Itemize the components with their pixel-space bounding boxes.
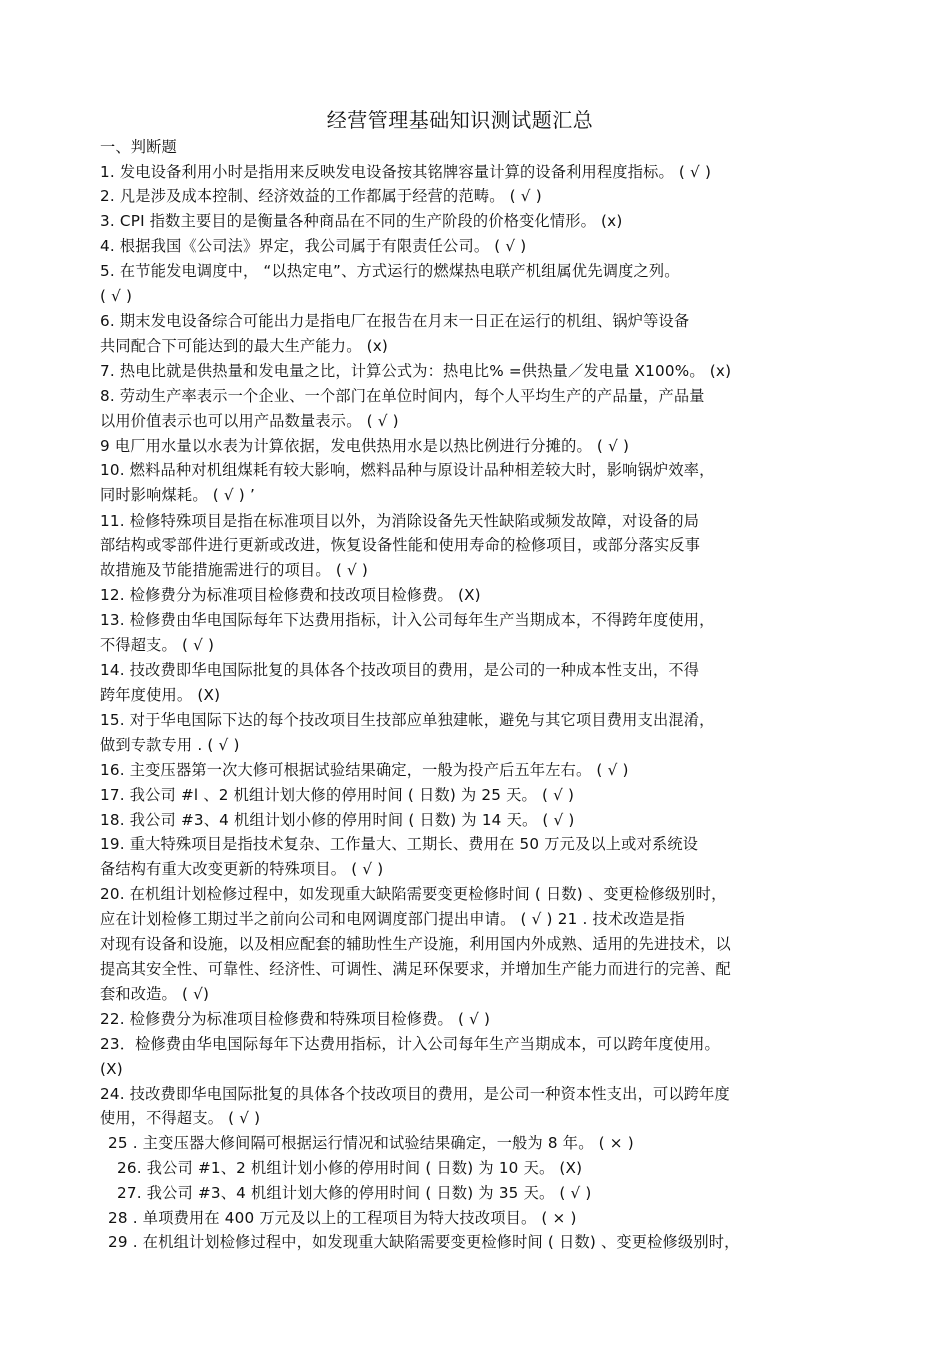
question-line: 同时影响煤耗。 ( √ ) ’ [100, 486, 255, 504]
question-line: 部结构或零部件进行更新或改进，恢复设备性能和使用寿命的检修项目，或部分落实反事 [100, 536, 701, 554]
question-line: 对现有设备和设施，以及相应配套的辅助性生产设施，利用国内外成熟、适用的先进技术，以 [100, 935, 731, 953]
section-heading: 一、判断题 [100, 138, 177, 156]
question-line: 11. 检修特殊项目是指在标准项目以外，为消除设备先天性缺陷或频发故障，对设备的局 [100, 512, 700, 530]
question-line: 9 电厂用水量以水表为计算依据，发电供热用水是以热比例进行分摊的。 ( √ ) [100, 437, 630, 455]
question-line: 跨年度使用。 (X) [100, 686, 221, 704]
question-line: 备结构有重大改变更新的特殊项目。 ( √ ) [100, 860, 384, 878]
question-line: 10. 燃料品种对机组煤耗有较大影响，燃料品种与原设计品种相差较大时，影响锅炉效率， [100, 461, 715, 479]
question-line: 26. 我公司 #1、2 机组计划小修的停用时间 ( 日数) 为 10 天。 (X) [117, 1159, 583, 1177]
question-line: 以用价值表示也可以用产品数量表示。 ( √ ) [100, 412, 399, 430]
document-title: 经营管理基础知识测试题汇总 [326, 108, 594, 132]
question-line: 5. 在节能发电调度中， “以热定电”、方式运行的燃煤热电联产机组属优先调度之列。 [100, 262, 680, 280]
question-line: 20. 在机组计划检修过程中，如发现重大缺陷需要变更检修时间 ( 日数) 、变更检修级别时， [100, 885, 727, 903]
question-line: 23．检修费由华电国际每年下达费用指标，计入公司每年生产当期成本，可以跨年度使用。 [100, 1035, 720, 1053]
question-line: 7. 热电比就是供热量和发电量之比，计算公式为：热电比% =供热量／发电量 X100%。 (x) [100, 362, 732, 380]
question-line: 做到专款专用 . ( √ ) [100, 736, 240, 754]
question-line: 提高其安全性、可靠性、经济性、可调性、满足环保要求，并增加生产能力而进行的完善、配 [100, 960, 731, 978]
question-line: 套和改造。 ( √) [100, 985, 210, 1003]
question-line: 13. 检修费由华电国际每年下达费用指标，计入公司每年生产当期成本，不得跨年度使用， [100, 611, 715, 629]
question-line: 应在计划检修工期过半之前向公司和电网调度部门提出申请。 ( √ ) 21 . 技术改造是指 [100, 910, 685, 928]
question-line: 故措施及节能措施需进行的项目。 ( √ ) [100, 561, 369, 579]
question-line: 24. 技改费即华电国际批复的具体各个技改项目的费用，是公司一种资本性支出，可以跨年度 [100, 1085, 730, 1103]
question-line: 18. 我公司 #3、4 机组计划小修的停用时间 ( 日数) 为 14 天。 ( √ ) [100, 811, 575, 829]
question-line: 22. 检修费分为标准项目检修费和特殊项目检修费。 ( √ ) [100, 1010, 491, 1028]
question-line: 使用，不得超支。 ( √ ) [100, 1109, 261, 1127]
question-line: 4. 根据我国《公司法》界定，我公司属于有限责任公司。 ( √ ) [100, 237, 527, 255]
question-line: 17. 我公司 #l 、2 机组计划大修的停用时间 ( 日数) 为 25 天。 ( √ ) [100, 786, 575, 804]
question-line: 15. 对于华电国际下达的每个技改项目生技部应单独建帐，避免与其它项目费用支出混淆， [100, 711, 715, 729]
question-line: 12. 检修费分为标准项目检修费和技改项目检修费。 (X) [100, 586, 481, 604]
question-line: 2. 凡是涉及成本控制、经济效益的工作都属于经营的范畴。 ( √ ) [100, 187, 542, 205]
question-line: 6. 期末发电设备综合可能出力是指电厂在报告在月末一日正在运行的机组、锅炉等设备 [100, 312, 690, 330]
question-line: 14. 技改费即华电国际批复的具体各个技改项目的费用，是公司的一种成本性支出，不得 [100, 661, 700, 679]
question-line: 25 . 主变压器大修间隔可根据运行情况和试验结果确定，一般为 8 年。 ( × ) [108, 1134, 634, 1152]
question-line: 1. 发电设备利用小时是指用来反映发电设备按其铭牌容量计算的设备利用程度指标。 ( √ ) [100, 163, 712, 181]
question-line: ( √ ) [100, 287, 133, 305]
question-line: 不得超支。 ( √ ) [100, 636, 215, 654]
question-line: 3. CPI 指数主要目的是衡量各种商品在不同的生产阶段的价格变化情形。 (x) [100, 212, 623, 230]
question-line: (X) [100, 1060, 123, 1078]
question-line: 27. 我公司 #3、4 机组计划大修的停用时间 ( 日数) 为 35 天。 ( √ ) [117, 1184, 592, 1202]
question-line: 28 . 单项费用在 400 万元及以上的工程项目为特大技改项目。 ( × ) [108, 1209, 577, 1227]
question-line: 19. 重大特殊项目是指技术复杂、工作量大、工期长、费用在 50 万元及以上或对系统设 [100, 835, 699, 853]
question-line: 29 . 在机组计划检修过程中，如发现重大缺陷需要变更检修时间 ( 日数) 、变更检修级别时， [108, 1233, 740, 1251]
question-line: 共同配合下可能达到的最大生产能力。 (x) [100, 337, 389, 355]
question-line: 8. 劳动生产率表示一个企业、一个部门在单位时间内，每个人平均生产的产品量，产品量 [100, 387, 705, 405]
question-line: 16. 主变压器第一次大修可根据试验结果确定，一般为投产后五年左右。 ( √ ) [100, 761, 629, 779]
